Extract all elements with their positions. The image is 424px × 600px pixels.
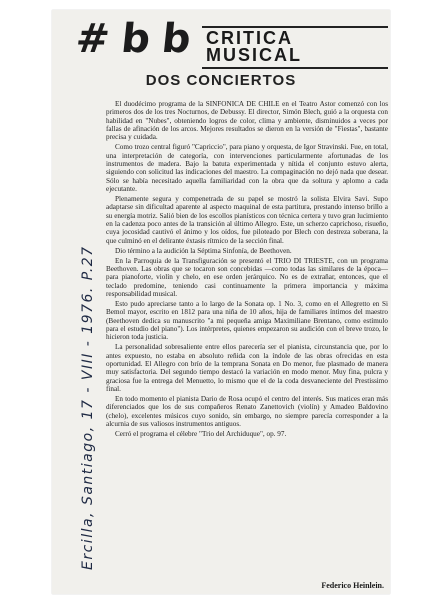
title-rule-bottom — [202, 67, 388, 69]
article-headline: DOS CONCIERTOS — [145, 72, 297, 89]
paragraph: Como trozo central figuró "Capriccio", para piano y orquesta, de Igor Stravinski. Fue, en total, una interpretación de categoría, con intervenciones particularmente afortunadas de los instrumentos de madera. Bajo la batuta experimentada y nítida el conjunto estuvo alerta, siguiendo con solicitud las indicaciones del maestro. La compaginación no dejó nada que desear. Sólo se había necesitado aquella familiaridad con la obra que da soltura y aplomo a cada ejecutante. — [106, 143, 388, 194]
author-byline: Federico Heinlein. — [321, 581, 384, 590]
paragraph: En todo momento el pianista Dario de Rosa ocupó el centro del interés. Sus matices eran más diferenciados que los de sus compañeros Renato Zanettovich (violín) y Amadeo Baldovino (chelo), excelentes músicos cuyo sonido, sin embargo, no siempre parecía corresponder a la alcurnia de sus valiosos instrumentos antiguos. — [106, 394, 388, 428]
paragraph: El duodécimo programa de la SINFONICA DE CHILE en el Teatro Astor comenzó con los primeros dos de los tres Nocturnos, de Debussy. El director, Simón Blech, guió a la orquesta con habilidad en "Nubes", obteniendo logros de color, clima y ambiente, disminuidos a veces por fallas de afinación de los arcos. Mejores resultados se dieron en la versión de "Fiestas", bastante precisa y cuidada. — [106, 100, 388, 142]
masthead — [52, 10, 390, 96]
paragraph: Dio término a la audición la Séptima Sinfonía, de Beethoven. — [115, 246, 292, 255]
handwritten-source-note: Ercilla, Santiago, 17 - VIII - 1976. P.27 — [80, 245, 96, 570]
paragraph: La personalidad sobresaliente entre ellos parecería ser el pianista, circunstancia que, por lo antes expuesto, no estaba en absoluto reñida con la índole de las obras ofrecidas en esta oportunidad. El Allegro con brío de la temprana Sonata en Do menor, fue plasmado de manera muy satisfactoria. Del segundo tiempo destacó la variación en modo menor. Muy fina, pulcra y graciosa fue la entrega del Menuetto, lo mismo que el de la coda desvaneciente del Prestissimo final. — [106, 343, 388, 393]
paragraph: Esto pudo apreciarse tanto a lo largo de la Sonata op. 1 No. 3, como en el Allegretto en Si Bemol mayor, escrito en 1812 para una niña de 10 años, hija de familiares íntimos del maestro (Beethoven dedica su manuscrito "a mi pequeña amiga Maximiliane Brentano, como estímulo para el estudio del piano"). Los intérpretes, quienes empezaron su audición con el breve trozo, le hicieron toda justicia. — [106, 299, 388, 342]
paragraph: Cerró el programa el célebre "Trio del Archiduque", op. 97. — [115, 429, 287, 438]
article-body — [106, 100, 388, 440]
paragraph: Plenamente segura y compenetrada de su papel se mostró la solista Elvira Savi. Supo adaptarse sin dificultad aparente al aspecto maquinal de esta partitura, prestando intenso brillo a su energía motriz. Salió bien de los escollos pianísticos con técnica certera y tuvo gran lucimiento en la cadenza poco antes de la transición al último Allegro. Este, un scherzo caprichoso, risueño, cuya jocosidad cautivó el ánimo y los oídos, fue piloteado por Blech con destreza soberana, la que culminó en el delirante éxtasis rítmico de la sección final. — [106, 194, 388, 245]
column-title: CRITICA MUSICAL — [206, 28, 302, 65]
paragraph: En la Parroquia de la Transfiguración se presentó el TRIO DI TRIESTE, con un programa Beethoven. Las obras que se tocaron son concebidas —como todas las similares de la época— para pianoforte, violín y chelo, en ese orden jerárquico. No es de extrañar, entonces, que el teclado predomine, teniendo casi continuamente la primera importancia y máxima responsabilidad musical. — [106, 256, 388, 298]
newspaper-clipping — [52, 10, 390, 594]
music-symbols-logo: # b b — [73, 16, 193, 62]
